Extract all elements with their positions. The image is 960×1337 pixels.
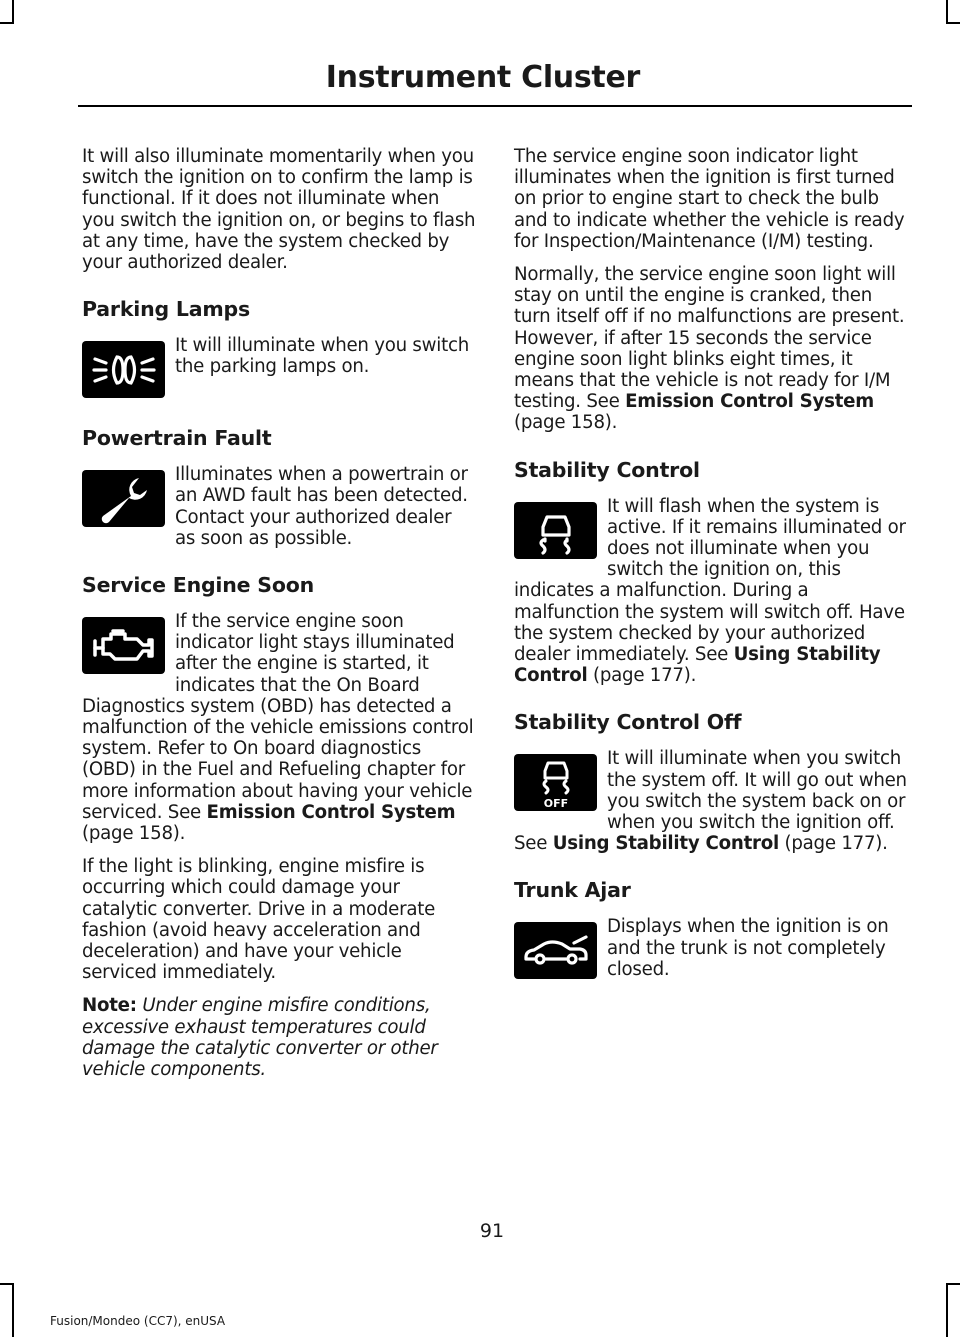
emission-control-reference-link[interactable]: Emission Control System: [206, 801, 456, 823]
left-column: [82, 146, 476, 1092]
intro-paragraph: It will also illuminate momentarily when you switch the ignition on to confirm the lamp is functional. If it does not illuminate when you switch the ignition on, or begins to flash at any time, have the system checked by your authorized dealer.: [82, 146, 476, 274]
see-label: See: [694, 644, 729, 666]
page-reference: (page 177).: [592, 665, 697, 687]
engine-icon: [82, 617, 165, 674]
see-label: See: [514, 833, 548, 855]
service-engine-body: If the service engine soon indicator light stays illuminated after the engine is started, it indicates that the On Board Diagnostics system (OBD) has detected a malfunction of the vehicle emissions control system. Refer to On board diagnostics (OBD) in the Fuel and Refueling chapter for more information about having your vehicle serviced.: [82, 611, 474, 823]
blinking-paragraph: If the light is blinking, engine misfire is occurring which could damage your catalytic converter. Drive in a moderate fashion (avoid heavy acceleration and deceleration) and have your vehicle serviced immediately.: [82, 856, 436, 984]
page-number: 91: [479, 1220, 505, 1242]
stability-control-off-body: It will illuminate when you switch the system off. It will go out when you switch the system back on or when you switch the ignition off.: [607, 748, 907, 834]
note-paragraph: [82, 995, 476, 1080]
stability-control-heading: Stability Control: [514, 457, 700, 482]
stability-control-icon: [514, 502, 597, 559]
using-stability-control-reference-link[interactable]: Using Stability Control: [514, 644, 881, 687]
header-divider: [78, 105, 912, 107]
stability-control-section: [514, 496, 908, 687]
powertrain-fault-heading: Powertrain Fault: [82, 426, 272, 451]
footer-text: Fusion/Mondeo (CC7), enUSA: [50, 1314, 226, 1328]
parking-lamps-text: It will illuminate when you switch the parking lamps on.: [175, 335, 469, 378]
page-reference: (page 158).: [82, 823, 186, 845]
trunk-ajar-text: Displays when the ignition is on and the trunk is not completely closed.: [607, 916, 889, 980]
note-label: Note:: [82, 995, 137, 1017]
crop-mark: [946, 1283, 948, 1337]
using-stability-control-reference-link[interactable]: Using Stability Control: [552, 833, 779, 855]
stability-control-body: It will flash when the system is active. If it remains illuminated or does not illuminate when you switch the ignition on, this indicates a malfunction. During a malfunction the system will switch off. Have the system checked by your authorized dealer immediately.: [514, 495, 906, 666]
wrench-icon: [82, 470, 165, 527]
stability-control-off-section: [514, 748, 908, 854]
see-label: See: [586, 391, 620, 413]
service-engine-section: [82, 611, 476, 844]
stability-control-off-heading: Stability Control Off: [514, 710, 742, 735]
parking-lamps-section: [82, 335, 476, 402]
crop-mark: [946, 0, 948, 24]
page-title: Instrument Cluster: [325, 60, 640, 95]
trunk-ajar-icon: [514, 922, 597, 979]
stability-control-off-icon: [514, 754, 597, 811]
readiness-body: Normally, the service engine soon light will stay on until the engine is cranked, then turn itself off if no malfunctions are present. However, if after 15 seconds the service engine soon light blinks eight times, it means that the vehicle is not ready for I/M testing.: [514, 264, 905, 413]
off-label: OFF: [543, 796, 568, 810]
trunk-ajar-heading: Trunk Ajar: [514, 878, 631, 903]
bulb-check-paragraph: The service engine soon indicator light illuminates when the ignition is first turned on prior to engine start to check the bulb and to indicate whether the vehicle is ready for Inspection/Maintenance (I/M) testing.: [514, 146, 905, 252]
service-engine-heading: Service Engine Soon: [82, 573, 315, 598]
note-text: Under engine misfire conditions, excessive exhaust temperatures could damage the catalytic converter or other vehicle components.: [82, 995, 438, 1081]
crop-mark: [0, 1283, 14, 1285]
right-column: [514, 146, 908, 995]
parking-lamps-icon: [82, 341, 165, 398]
readiness-paragraph: [514, 264, 908, 434]
crop-mark: [946, 1283, 960, 1285]
powertrain-fault-section: [82, 464, 476, 549]
page-reference: (page 158).: [514, 412, 618, 434]
trunk-ajar-section: [514, 916, 908, 983]
crop-mark: [946, 22, 960, 24]
parking-lamps-heading: Parking Lamps: [82, 297, 251, 322]
page-reference: (page 177).: [784, 833, 888, 855]
crop-mark: [12, 1283, 14, 1337]
crop-mark: [0, 22, 14, 24]
powertrain-fault-text: Illuminates when a powertrain or an AWD fault has been detected. Contact your authorized dealer as soon as possible.: [175, 464, 468, 549]
emission-control-reference-link[interactable]: Emission Control System: [625, 391, 874, 413]
see-label: See: [167, 801, 201, 823]
crop-mark: [12, 0, 14, 24]
